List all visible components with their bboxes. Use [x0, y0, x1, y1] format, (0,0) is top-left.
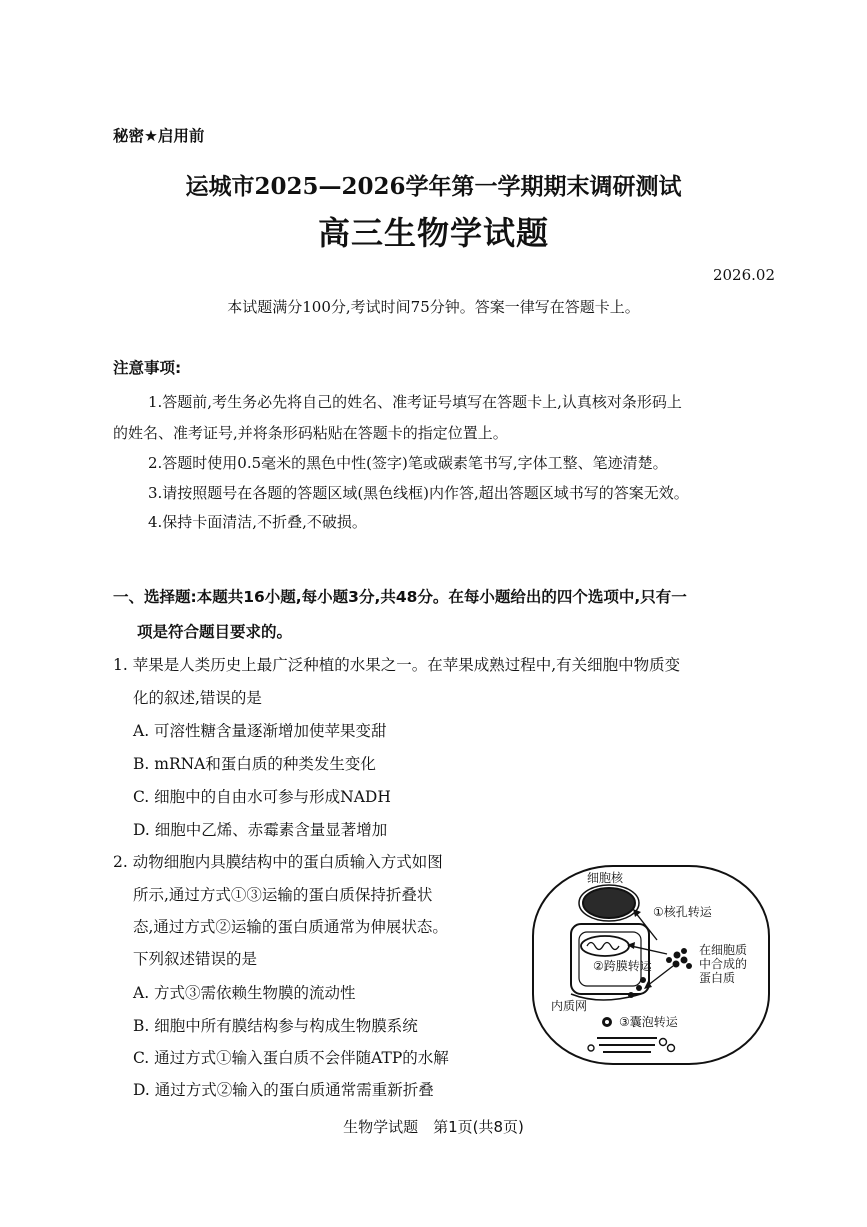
protein-dot — [666, 957, 672, 963]
protein-transport-diagram — [527, 862, 775, 1070]
exam-intro: 本试题满分100分,考试时间75分钟。答案一律写在答题卡上。 — [227, 298, 640, 316]
protein-dot — [674, 952, 681, 959]
q1-option-d: D. 细胞中乙烯、赤霉素含量显著增加 — [133, 821, 388, 839]
route2-label: ②跨膜转运 — [593, 959, 652, 973]
notice-item-2: 2.答题时使用0.5毫米的黑色中性(签字)笔或碳素笔书写,字体工整、笔迹清楚。 — [148, 454, 668, 472]
notice-item-1-cont: 的姓名、准考证号,并将条形码粘贴在答题卡的指定位置上。 — [113, 424, 508, 442]
q1-option-c: C. 细胞中的自由水可参与形成NADH — [133, 788, 391, 806]
q2-stem-line1: 2. 动物细胞内具膜结构中的蛋白质输入方式如图 — [113, 853, 443, 871]
protein-dot — [686, 963, 692, 969]
vesicle-small — [588, 1045, 594, 1051]
ribosome-dot — [640, 977, 646, 983]
notice-item-4: 4.保持卡面清洁,不折叠,不破损。 — [148, 513, 367, 531]
q2-stem-line2: 所示,通过方式①③运输的蛋白质保持折叠状 — [133, 886, 433, 904]
nucleus-label: 细胞核 — [587, 871, 624, 885]
mitochondrion-cristae — [587, 943, 619, 950]
notice-item-1: 1.答题前,考生务必先将自己的姓名、准考证号填写在答题卡上,认真核对条形码上 — [148, 393, 682, 411]
q2-option-c: C. 通过方式①输入蛋白质不会伴随ATP的水解 — [133, 1049, 449, 1067]
q2-option-d: D. 通过方式②输入的蛋白质通常需重新折叠 — [133, 1081, 434, 1099]
confidential-mark: 秘密★启用前 — [113, 127, 205, 145]
protein-transport-figure — [527, 862, 775, 1070]
q1-stem-line2: 化的叙述,错误的是 — [133, 689, 262, 707]
vesicle-core — [605, 1020, 609, 1024]
q2-option-a: A. 方式③需依赖生物膜的流动性 — [133, 984, 356, 1002]
route3-label: ③囊泡转运 — [619, 1015, 678, 1029]
q1-option-a: A. 可溶性糖含量逐渐增加使苹果变甜 — [133, 722, 387, 740]
protein-dot — [681, 948, 687, 954]
cytoplasm-label-line2: 中合成的 — [699, 957, 748, 971]
mitochondrion — [581, 936, 629, 956]
exam-title: 运城市2025—2026学年第一学期期末调研测试 — [185, 173, 682, 200]
q1-option-b: B. mRNA和蛋白质的种类发生变化 — [133, 755, 376, 773]
notice-heading: 注意事项: — [113, 359, 182, 377]
q2-stem-line3: 态,通过方式②运输的蛋白质通常为伸展状态。 — [133, 918, 448, 936]
exam-date: 2026.02 — [712, 266, 775, 284]
section-heading-line2: 项是符合题目要求的。 — [137, 623, 293, 641]
er-label: 内质网 — [551, 999, 588, 1013]
nucleus — [583, 888, 635, 918]
cytoplasm-label-line1: 在细胞质 — [699, 943, 748, 957]
q1-stem-line1: 1. 苹果是人类历史上最广泛种植的水果之一。在苹果成熟过程中,有关细胞中物质变 — [113, 656, 681, 674]
page-footer: 生物学试题 第1页(共8页) — [343, 1118, 524, 1136]
cytoplasm-label-line3: 蛋白质 — [699, 971, 736, 985]
ribosome-dot — [628, 992, 634, 998]
section-heading-line1: 一、选择题:本题共16小题,每小题3分,共48分。在每小题给出的四个选项中,只有一 — [113, 588, 687, 606]
vesicle-small — [668, 1045, 675, 1052]
protein-dot — [673, 961, 680, 968]
q2-option-b: B. 细胞中所有膜结构参与构成生物膜系统 — [133, 1017, 418, 1035]
q2-stem-line4: 下列叙述错误的是 — [133, 950, 258, 968]
subject-title: 高三生物学试题 — [317, 214, 549, 252]
vesicle-small — [660, 1039, 667, 1046]
notice-item-3: 3.请按照题号在各题的答题区域(黑色线框)内作答,超出答题区域书写的答案无效。 — [148, 484, 689, 502]
ribosome-dot — [636, 985, 642, 991]
route1-label: ①核孔转运 — [653, 905, 712, 919]
protein-dot — [681, 957, 688, 964]
